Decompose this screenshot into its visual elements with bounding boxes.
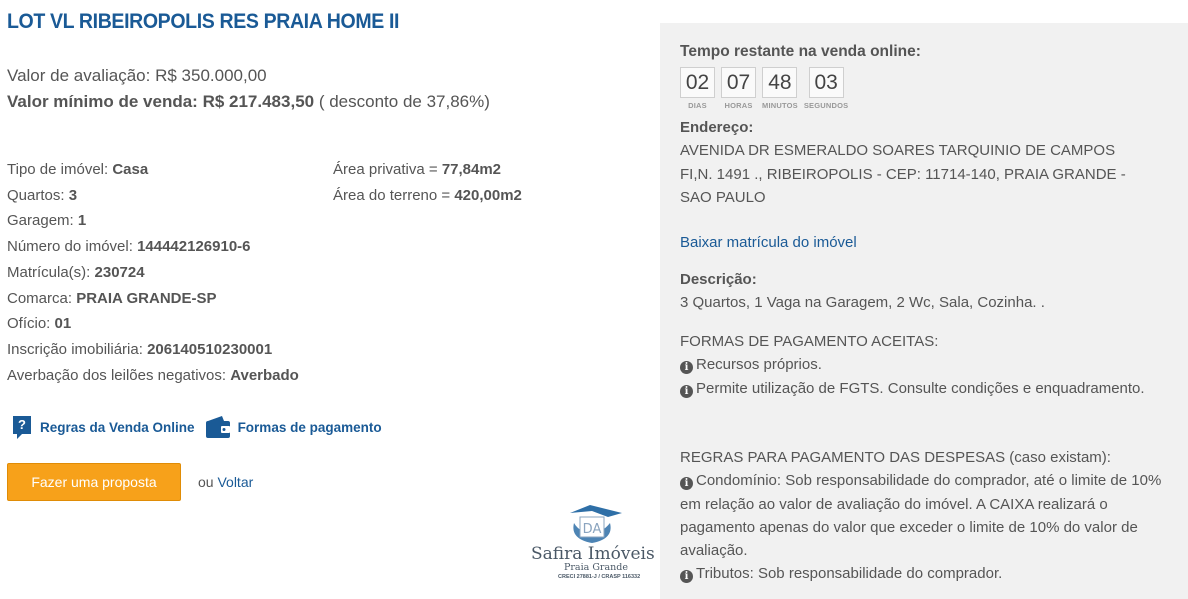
expense-rules-heading: REGRAS PARA PAGAMENTO DAS DESPESAS (caso existam): xyxy=(680,449,1111,466)
description-text: 3 Quartos, 1 Vaga na Garagem, 2 Wc, Sala, Cozinha. . xyxy=(680,294,1045,312)
min-sale-label: Valor mínimo de venda: xyxy=(7,92,198,111)
address-label: Endereço: xyxy=(680,119,754,136)
help-book-icon xyxy=(11,414,33,440)
download-registration-link[interactable]: Baixar matrícula do imóvel xyxy=(680,234,857,251)
area-row: Área do terreno = 420,00m2 xyxy=(333,186,522,204)
property-row: Garagem: 1 xyxy=(7,212,87,230)
property-row: Quartos: 3 xyxy=(7,186,78,204)
valuation-value: R$ 350.000,00 xyxy=(155,66,267,85)
min-sale-value: R$ 217.483,50 xyxy=(202,92,315,111)
property-row: Averbação dos leilões negativos: Averbado xyxy=(7,366,299,384)
address-line: SAO PAULO xyxy=(680,188,766,206)
page-title: LOT VL RIBEIROPOLIS RES PRAIA HOME II xyxy=(7,10,400,33)
property-row: Inscrição imobiliária: 206140510230001 xyxy=(7,340,273,358)
back-area xyxy=(198,474,253,490)
timer-days: 02 DIAS xyxy=(680,67,715,110)
property-row: Tipo de imóvel: Casa xyxy=(7,161,149,178)
info-icon: i xyxy=(680,385,693,398)
logo-city: Praia Grande xyxy=(564,562,628,573)
logo-initials: DA xyxy=(582,522,602,537)
or-text: ou xyxy=(198,474,214,490)
countdown-timer xyxy=(680,67,854,110)
description-label: Descrição: xyxy=(680,271,757,288)
description-section xyxy=(680,268,1176,315)
list-item: i Tributos: Sob responsabilidade do comprador. xyxy=(680,562,1176,585)
info-icon: i xyxy=(680,361,693,374)
property-row: Comarca: PRAIA GRANDE-SP xyxy=(7,289,217,307)
make-offer-button[interactable]: Fazer uma proposta xyxy=(7,463,181,501)
sale-links xyxy=(11,414,392,440)
rules-link[interactable]: ? Regras da Venda Online xyxy=(11,414,195,440)
property-details xyxy=(7,157,299,388)
area-details xyxy=(333,157,522,208)
valuation-label: Valor de avaliação: xyxy=(7,66,151,85)
list-item: i Condomínio: Sob responsabilidade do comprador, até o limite de 10% em relação ao valor de avaliação do imóvel. A CAIXA realizará o pagamento apenas do valor que exceder o limite de 10% do valor de avaliação. xyxy=(680,472,1162,560)
discount: ( desconto de 37,86%) xyxy=(318,92,490,111)
address-line: AVENIDA DR ESMERALDO SOARES TARQUINIO DE CAMPOS xyxy=(680,142,1116,160)
wallet-icon xyxy=(205,415,231,439)
logo-registration: CRECI 27881-J / CRASP 116332 xyxy=(558,574,641,580)
sale-info-panel xyxy=(660,23,1188,599)
info-icon: i xyxy=(680,477,693,490)
address-section xyxy=(680,116,1176,209)
minimum-sale-value xyxy=(7,92,490,112)
timer-hours: 07 HORAS xyxy=(721,67,756,110)
timer-label: Tempo restante na venda online: xyxy=(680,43,921,60)
list-item: i Recursos próprios. xyxy=(680,353,1176,376)
property-row: Ofício: 01 xyxy=(7,315,72,333)
address-line: FI,N. 1491 ., RIBEIROPOLIS - CEP: 11714-140, PRAIA GRANDE - xyxy=(680,165,1126,183)
property-row: Matrícula(s): 230724 xyxy=(7,263,145,281)
payment-methods-link[interactable]: Formas de pagamento xyxy=(205,415,382,439)
expense-rules-section xyxy=(680,446,1176,586)
payment-methods-heading: FORMAS DE PAGAMENTO ACEITAS: xyxy=(680,333,939,350)
timer-minutes: 48 MINUTOS xyxy=(762,67,798,110)
payment-methods-section xyxy=(680,330,1176,400)
back-link[interactable]: Voltar xyxy=(217,474,254,490)
property-row: Número do imóvel: 144442126910-6 xyxy=(7,238,251,256)
info-icon: i xyxy=(680,570,693,583)
list-item: i Permite utilização de FGTS. Consulte condições e enquadramento. xyxy=(680,377,1176,400)
area-row: Área privativa = 77,84m2 xyxy=(333,161,502,178)
download-section xyxy=(680,231,1176,254)
valuation xyxy=(7,66,267,86)
logo-company-name: Safira Imóveis xyxy=(531,544,655,564)
timer-seconds: 03 SEGUNDOS xyxy=(804,67,849,110)
svg-text:?: ? xyxy=(18,417,26,432)
